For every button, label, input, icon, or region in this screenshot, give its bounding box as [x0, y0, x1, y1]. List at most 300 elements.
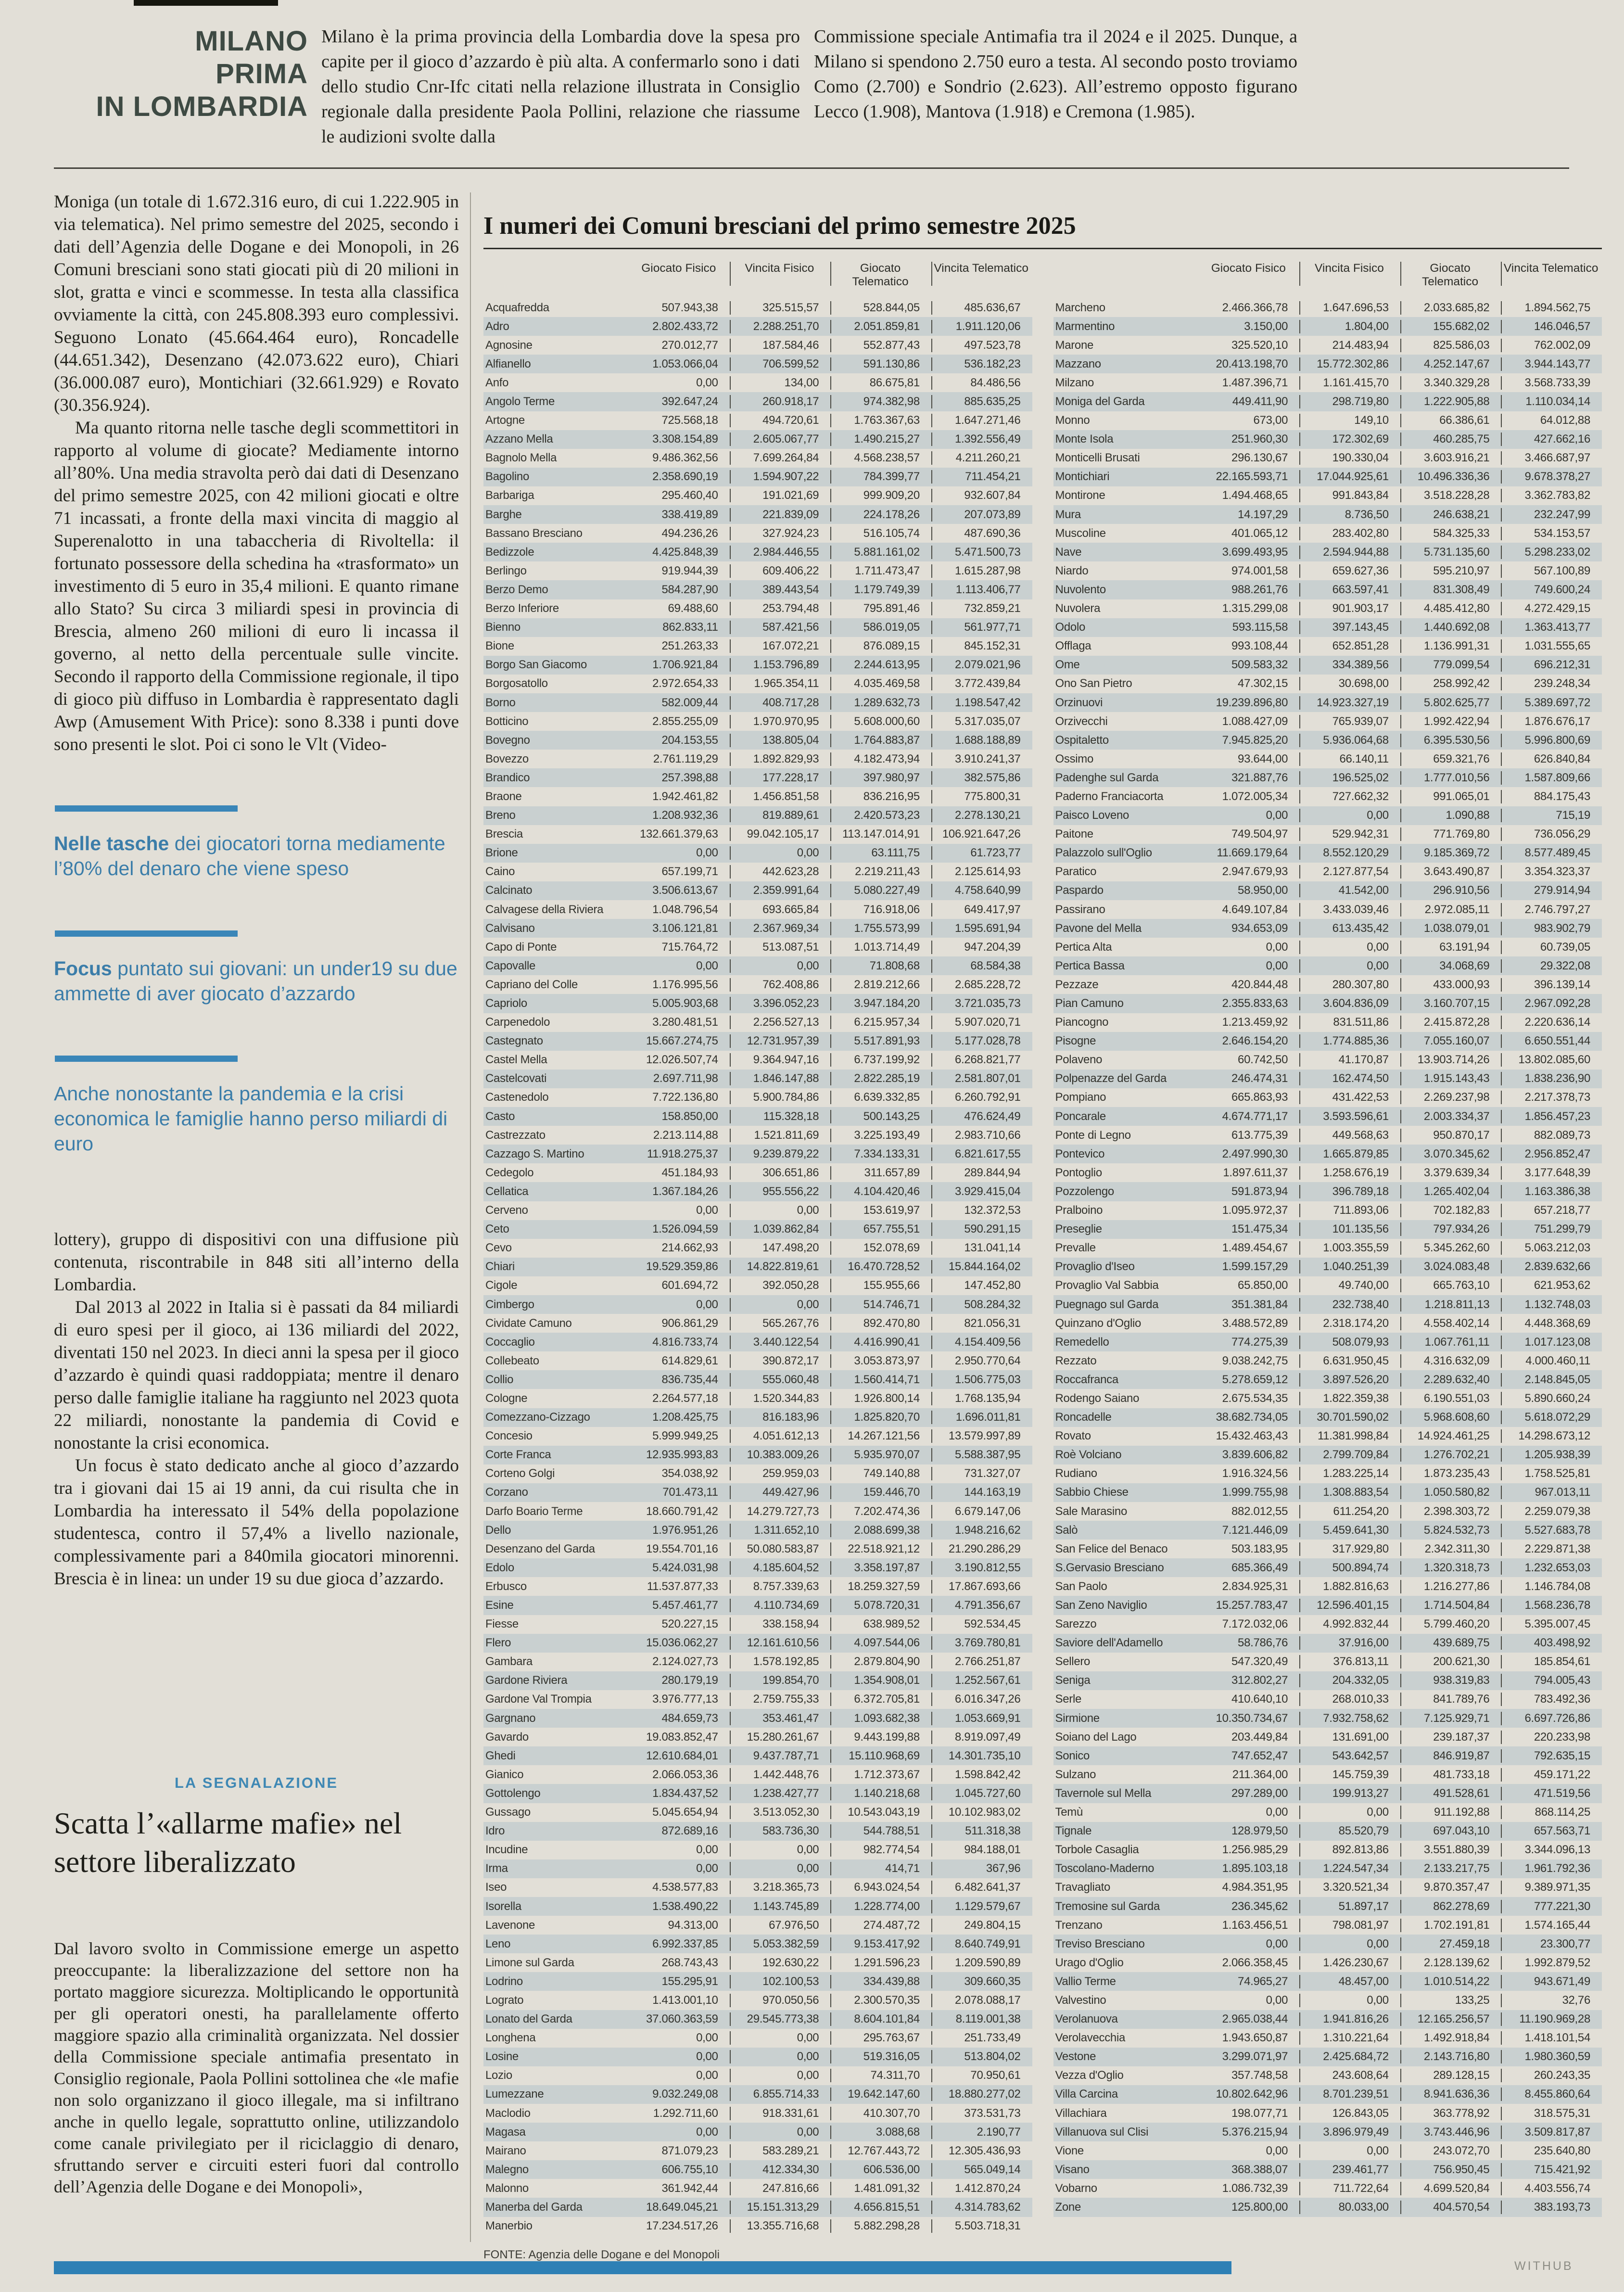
- comune-name: Castegnato: [485, 1034, 543, 1048]
- table-row: [1053, 317, 1602, 336]
- value-cell: 29.545.773,38: [730, 2012, 831, 2026]
- value-cell: 191.021,69: [730, 489, 831, 502]
- value-cell: 1.291.596,23: [830, 1956, 931, 1970]
- table-row: [1053, 975, 1602, 994]
- comune-name: Cevo: [485, 1241, 512, 1255]
- value-cell: 22.518.921,12: [830, 1542, 931, 1556]
- table-row: [1053, 430, 1602, 449]
- comune-name: Sulzano: [1055, 1768, 1096, 1781]
- table-row: [1053, 1972, 1602, 1991]
- value-cell: 207.073,89: [931, 508, 1032, 522]
- value-cell: 3.929.415,04: [931, 1185, 1032, 1198]
- value-cell: 172.302,69: [1299, 433, 1400, 446]
- value-cell: 0,00: [696, 1298, 718, 1311]
- value-cell: 5.317.035,07: [931, 715, 1032, 728]
- comune-name: Bassano Bresciano: [485, 526, 583, 540]
- value-cell: 3.509.817,87: [1501, 2126, 1602, 2139]
- table-row: [1053, 1935, 1602, 1953]
- value-cell: 19.239.896,80: [1216, 696, 1288, 709]
- value-cell: 66.386,61: [1400, 414, 1501, 427]
- comune-name: Malonno: [485, 2181, 529, 2195]
- value-cell: 657.218,77: [1501, 1204, 1602, 1217]
- table-row: [1053, 1521, 1602, 1540]
- value-cell: 9.389.971,35: [1501, 1881, 1602, 1894]
- value-cell: 3.354.323,37: [1501, 865, 1602, 879]
- value-cell: 1.568.236,78: [1501, 1599, 1602, 1612]
- table-row: [483, 1615, 1032, 1634]
- value-cell: 0,00: [696, 2069, 718, 2082]
- table-row: [1053, 524, 1602, 543]
- value-cell: 1.755.573,99: [830, 922, 931, 935]
- comune-name: Pompiano: [1055, 1091, 1106, 1104]
- table-row: [483, 1220, 1032, 1239]
- value-cell: 10.496.336,36: [1400, 470, 1501, 484]
- value-cell: 3.769.780,81: [931, 1636, 1032, 1650]
- value-cell: 4.816.733,74: [652, 1335, 718, 1349]
- value-cell: 5.080.227,49: [830, 884, 931, 897]
- value-cell: 1.615.287,98: [931, 564, 1032, 578]
- value-cell: 794.005,43: [1501, 1674, 1602, 1687]
- table-row: [483, 392, 1032, 411]
- value-cell: 1.213.459,92: [1222, 1016, 1288, 1029]
- value-cell: 3.320.521,34: [1299, 1881, 1400, 1894]
- table-row: [1053, 1671, 1602, 1690]
- table-column-header: Vincita Telematico: [1501, 262, 1602, 286]
- table-row: [1053, 2123, 1602, 2141]
- value-cell: 1.310.221,64: [1299, 2031, 1400, 2045]
- value-cell: 5.618.072,29: [1501, 1411, 1602, 1424]
- value-cell: 1.992.422,94: [1400, 715, 1501, 728]
- value-cell: 8.455.860,64: [1501, 2088, 1602, 2101]
- value-cell: 48.457,00: [1299, 1975, 1400, 1988]
- value-cell: 1.846.147,88: [730, 1072, 831, 1085]
- value-cell: 543.642,57: [1299, 1749, 1400, 1763]
- table-row: [483, 1502, 1032, 1521]
- value-cell: 715.421,92: [1501, 2163, 1602, 2177]
- value-cell: 2.950.770,64: [931, 1354, 1032, 1368]
- value-cell: 18.880.277,02: [931, 2088, 1032, 2101]
- value-cell: 68.584,38: [931, 959, 1032, 973]
- table-row: [483, 919, 1032, 938]
- value-cell: 17.044.925,61: [1299, 470, 1400, 484]
- segnalazione-body: Dal lavoro svolto in Commissione emerge un aspetto preoccupante: la liberalizzazione del settore non ha portato maggiore sicurezza. Moltiplicando le opportunità per gli operatori onesti, ha parallelamente offerto maggiore spazio alla criminalità organizzata. Nel dossier della Commissione speciale antimafia presentato in Consiglio regionale, Paola Pollini sottolinea che «le mafie non solo organizzano il gioco illegale, ma si infiltrano anche in quello legale, soprattutto online, utilizzandolo come canale privilegiato per il riciclaggio di denaro, sfruttando server e circuiti esteri fuori dal controllo dell’Agenzia delle Dogane e dei Monopoli»,: [54, 1939, 459, 2196]
- table-row: [483, 938, 1032, 956]
- comune-name: Capriano del Colle: [485, 978, 578, 991]
- value-cell: 884.175,43: [1501, 790, 1602, 803]
- comune-name: Malegno: [485, 2163, 529, 2176]
- value-cell: 249.804,15: [931, 1919, 1032, 1932]
- comune-name: Offlaga: [1055, 639, 1091, 653]
- value-cell: 587.421,56: [730, 621, 831, 634]
- value-cell: 1.911.120,06: [931, 320, 1032, 333]
- table-column-header: Giocato Telematico: [1400, 262, 1501, 286]
- value-cell: 1.113.406,77: [931, 583, 1032, 597]
- value-cell: 15.772.302,86: [1299, 357, 1400, 371]
- value-cell: 2.879.804,90: [830, 1655, 931, 1668]
- table-row: [1053, 1540, 1602, 1558]
- value-cell: 4.416.990,41: [830, 1336, 931, 1349]
- value-cell: 203.449,84: [1231, 1730, 1288, 1744]
- table-row: [1053, 956, 1602, 975]
- table-row: [483, 975, 1032, 994]
- pull-quote-lead: Focus: [54, 957, 112, 980]
- value-cell: 1.238.427,77: [730, 1787, 831, 1800]
- value-cell: 6.697.726,86: [1501, 1712, 1602, 1725]
- table-row: [483, 1540, 1032, 1558]
- segnalazione-box: [54, 1774, 459, 2198]
- value-cell: 34.068,69: [1400, 959, 1501, 973]
- value-cell: 243.072,70: [1400, 2144, 1501, 2158]
- value-cell: 1.822.359,38: [1299, 1392, 1400, 1405]
- table-row: [483, 430, 1032, 449]
- table-row: [1053, 750, 1602, 768]
- value-cell: 4.252.147,67: [1400, 357, 1501, 371]
- value-cell: 2.217.378,73: [1501, 1091, 1602, 1104]
- value-cell: 274.487,72: [830, 1919, 931, 1932]
- table-row: [1053, 392, 1602, 411]
- table-row: [1053, 1897, 1602, 1916]
- table-row: [483, 825, 1032, 844]
- value-cell: 1.216.277,86: [1400, 1580, 1501, 1593]
- table-row: [483, 1991, 1032, 2010]
- article-paragraph: Dal 2013 al 2022 in Italia si è passati da 84 miliardi di euro spesi per il gioco, ai 136 miliardi del 2022, diventati 150 nel 2023. In dieci anni la spesa per il gioco d’azzardo è quindi quasi raddoppiata; mentre il denaro perso dalle famiglie italiane ha raggiunto nel 2023 quota 22 miliardi, nonostante la pandemia di Covid e nonostante la crisi economica.: [54, 1298, 459, 1453]
- comune-name: Dello: [485, 1523, 511, 1537]
- comune-name: Roè Volciano: [1055, 1448, 1122, 1462]
- value-cell: 7.932.758,62: [1299, 1712, 1400, 1725]
- comune-name: Erbusco: [485, 1579, 527, 1593]
- value-cell: 2.078.088,17: [931, 1994, 1032, 2007]
- value-cell: 4.211.260,21: [931, 451, 1032, 465]
- value-cell: 1.426.230,67: [1299, 1956, 1400, 1970]
- value-cell: 70.950,61: [931, 2069, 1032, 2082]
- table-row: [483, 1972, 1032, 1991]
- value-cell: 1.714.504,84: [1400, 1599, 1501, 1612]
- value-cell: 3.506.613,67: [652, 884, 718, 897]
- table-row: [483, 1088, 1032, 1107]
- comune-name: Soiano del Lago: [1055, 1730, 1137, 1744]
- table-row: [483, 1653, 1032, 1671]
- value-cell: 1.418.101,54: [1501, 2031, 1602, 2045]
- comune-name: Remedello: [1055, 1335, 1109, 1349]
- comune-name: Salò: [1055, 1523, 1078, 1537]
- table-row: [483, 1370, 1032, 1389]
- value-cell: 7.121.446,09: [1222, 1523, 1288, 1537]
- comune-name: Flero: [485, 1636, 511, 1650]
- value-cell: 0,00: [1299, 1994, 1400, 2007]
- comune-name: Montirone: [1055, 489, 1105, 502]
- value-cell: 845.152,31: [931, 639, 1032, 653]
- value-cell: 368.388,07: [1231, 2163, 1288, 2176]
- value-cell: 1.093.682,38: [830, 1712, 931, 1725]
- value-cell: 6.016.347,26: [931, 1693, 1032, 1706]
- value-cell: 334.439,88: [830, 1975, 931, 1988]
- value-cell: 2.148.845,05: [1501, 1373, 1602, 1387]
- value-cell: 1.578.192,85: [730, 1655, 831, 1668]
- value-cell: 2.318.174,20: [1299, 1317, 1400, 1330]
- table-row: [1053, 1107, 1602, 1126]
- table-row: [1053, 637, 1602, 656]
- value-cell: 5.063.212,03: [1501, 1241, 1602, 1255]
- value-cell: 14.822.819,61: [730, 1260, 831, 1273]
- value-cell: 1.599.157,29: [1222, 1260, 1288, 1273]
- value-cell: 5.935.970,07: [830, 1448, 931, 1462]
- value-cell: 21.290.286,29: [931, 1542, 1032, 1556]
- value-cell: 2.066.053,36: [652, 1768, 718, 1781]
- value-cell: 906.861,29: [661, 1316, 718, 1330]
- value-cell: 354.038,92: [661, 1467, 718, 1480]
- value-cell: 519.316,05: [830, 2050, 931, 2063]
- value-cell: 2.220.636,14: [1501, 1016, 1602, 1029]
- value-cell: 6.943.024,54: [830, 1881, 931, 1894]
- value-cell: 351.381,84: [1231, 1298, 1288, 1311]
- value-cell: 61.723,77: [931, 846, 1032, 860]
- table-row: [483, 787, 1032, 806]
- table-row: [483, 1070, 1032, 1088]
- value-cell: 7.172.032,06: [1222, 1617, 1288, 1631]
- value-cell: 2.799.709,84: [1299, 1448, 1400, 1462]
- value-cell: 6.992.337,85: [652, 1937, 718, 1950]
- value-cell: 3.160.707,15: [1400, 997, 1501, 1010]
- value-cell: 1.252.567,61: [931, 1674, 1032, 1687]
- comune-name: Mura: [1055, 508, 1081, 521]
- comune-name: Rudiano: [1055, 1467, 1097, 1480]
- value-cell: 260.243,35: [1501, 2069, 1602, 2082]
- value-cell: 2.802.433,72: [652, 319, 718, 333]
- table-row: [483, 768, 1032, 787]
- table-row: [483, 1464, 1032, 1483]
- value-cell: 5.936.064,68: [1299, 734, 1400, 747]
- value-cell: 706.599,52: [730, 357, 831, 371]
- comune-name: Rodengo Saiano: [1055, 1391, 1140, 1405]
- value-cell: 485.636,67: [931, 301, 1032, 315]
- table-row: [1053, 1314, 1602, 1333]
- value-cell: 134,00: [730, 376, 831, 390]
- value-cell: 777.221,30: [1501, 1900, 1602, 1913]
- value-cell: 239.248,34: [1501, 677, 1602, 690]
- table-row: [483, 693, 1032, 712]
- value-cell: 1.283.225,14: [1299, 1467, 1400, 1480]
- value-cell: 1.222.905,88: [1400, 395, 1501, 408]
- value-cell: 1.048.796,54: [652, 903, 718, 916]
- value-cell: 1.587.809,66: [1501, 771, 1602, 785]
- value-cell: 3.190.812,55: [931, 1561, 1032, 1575]
- value-cell: 1.205.938,39: [1501, 1448, 1602, 1462]
- value-cell: 988.261,76: [1231, 583, 1288, 596]
- page-edge-mark: [134, 0, 278, 6]
- value-cell: 500.894,74: [1299, 1561, 1400, 1575]
- value-cell: 3.106.121,81: [652, 921, 718, 935]
- value-cell: 396.139,14: [1501, 978, 1602, 992]
- value-cell: 3.466.687,97: [1501, 451, 1602, 465]
- table-row: [483, 2198, 1032, 2216]
- comune-name: Carpenedolo: [485, 1016, 550, 1029]
- table-row: [483, 750, 1032, 768]
- table-row: [1053, 731, 1602, 750]
- value-cell: 5.345.262,60: [1400, 1241, 1501, 1255]
- value-cell: 147.498,20: [730, 1241, 831, 1255]
- value-cell: 420.844,48: [1231, 978, 1288, 991]
- table-row: [483, 1822, 1032, 1841]
- comune-name: Darfo Boario Terme: [485, 1504, 583, 1518]
- value-cell: 2.143.716,80: [1400, 2050, 1501, 2063]
- value-cell: 190.330,04: [1299, 451, 1400, 465]
- comune-name: Sonico: [1055, 1749, 1090, 1762]
- table-row: [483, 1351, 1032, 1370]
- value-cell: 13.903.714,26: [1400, 1053, 1501, 1067]
- table-title: I numeri dei Comuni bresciani del primo semestre 2025: [483, 212, 1076, 240]
- value-cell: 5.731.135,60: [1400, 546, 1501, 559]
- comune-name: Bedizzole: [485, 545, 534, 559]
- value-cell: 327.924,23: [730, 527, 831, 540]
- comune-name: Serle: [1055, 1693, 1082, 1706]
- comune-name: Rezzato: [1055, 1354, 1097, 1367]
- value-cell: 816.183,96: [730, 1411, 831, 1424]
- value-cell: 3.218.365,73: [730, 1881, 831, 1894]
- table-row: [483, 1483, 1032, 1502]
- value-cell: 1.292.711,60: [653, 2106, 718, 2120]
- value-cell: 0,00: [696, 2125, 718, 2139]
- comune-name: Esine: [485, 1599, 514, 1612]
- value-cell: 11.669.179,64: [1217, 846, 1288, 860]
- value-cell: 552.877,43: [830, 339, 931, 352]
- value-cell: 500.143,25: [830, 1110, 931, 1123]
- table-row: [1053, 1126, 1602, 1145]
- comune-name: Bienno: [485, 621, 520, 634]
- value-cell: 17.867.693,66: [931, 1580, 1032, 1593]
- value-cell: 289.128,15: [1400, 2069, 1501, 2082]
- value-cell: 295.460,40: [661, 489, 718, 502]
- value-cell: 2.675.534,35: [1222, 1391, 1288, 1405]
- comune-name: Pisogne: [1055, 1034, 1096, 1048]
- value-cell: 3.150,00: [1244, 319, 1288, 333]
- value-cell: 609.406,22: [730, 564, 831, 578]
- comune-name: Agnosine: [485, 338, 533, 352]
- value-cell: 6.855.714,33: [730, 2088, 831, 2101]
- table-row: [483, 355, 1032, 373]
- value-cell: 449.568,63: [1299, 1129, 1400, 1142]
- value-cell: 1.442.448,76: [730, 1768, 831, 1782]
- table-row: [483, 298, 1032, 317]
- value-cell: 5.890.660,24: [1501, 1392, 1602, 1405]
- table-row: [1053, 1163, 1602, 1182]
- value-cell: 991.065,01: [1400, 790, 1501, 803]
- value-cell: 1.942.461,82: [652, 789, 718, 803]
- comune-name: Gussago: [485, 1806, 531, 1819]
- value-cell: 6.395.530,56: [1400, 734, 1501, 747]
- value-cell: 1.926.800,14: [830, 1392, 931, 1405]
- value-cell: 2.839.632,66: [1501, 1260, 1602, 1273]
- table-row: [1053, 1239, 1602, 1258]
- value-cell: 338.419,89: [661, 508, 718, 521]
- comune-name: Nave: [1055, 545, 1082, 559]
- value-cell: 3.053.873,97: [830, 1354, 931, 1368]
- value-cell: 58.786,76: [1238, 1636, 1288, 1650]
- table-row: [1053, 1258, 1602, 1276]
- value-cell: 4.316.632,09: [1400, 1354, 1501, 1368]
- comune-name: Bovegno: [485, 733, 530, 747]
- value-cell: 4.448.368,69: [1501, 1317, 1602, 1330]
- table-row: [483, 1126, 1032, 1145]
- value-cell: 1.506.775,03: [931, 1373, 1032, 1387]
- value-cell: 491.528,61: [1400, 1787, 1501, 1800]
- value-cell: 911.192,88: [1400, 1806, 1501, 1819]
- comune-name: Berzo Demo: [485, 583, 548, 596]
- value-cell: 1.777.010,56: [1400, 771, 1501, 785]
- value-cell: 15.110.968,69: [830, 1749, 931, 1763]
- value-cell: 487.690,36: [931, 527, 1032, 540]
- value-cell: 321.887,76: [1231, 771, 1288, 784]
- value-cell: 14.924.461,25: [1400, 1429, 1501, 1443]
- value-cell: 715,19: [1501, 809, 1602, 822]
- value-cell: 5.588.387,95: [931, 1448, 1032, 1462]
- value-cell: 1.961.792,36: [1501, 1862, 1602, 1875]
- table-row: [483, 1671, 1032, 1690]
- value-cell: 1.915.143,43: [1400, 1072, 1501, 1085]
- value-cell: 638.989,52: [830, 1617, 931, 1631]
- value-cell: 11.381.998,84: [1299, 1429, 1400, 1443]
- value-cell: 1.520.344,83: [730, 1392, 831, 1405]
- pull-quote-rule: [55, 805, 238, 812]
- value-cell: 258.992,42: [1400, 677, 1501, 690]
- value-cell: 943.671,49: [1501, 1975, 1602, 1988]
- table-row: [1053, 1841, 1602, 1859]
- value-cell: 451.184,93: [661, 1166, 718, 1179]
- value-cell: 5.278.659,12: [1222, 1373, 1288, 1386]
- comune-name: Ponte di Legno: [1055, 1128, 1131, 1142]
- value-cell: 8.701.239,51: [1299, 2088, 1400, 2101]
- value-cell: 325.515,57: [730, 301, 831, 315]
- table-row: [483, 1897, 1032, 1916]
- value-cell: 783.492,36: [1501, 1693, 1602, 1706]
- value-cell: 6.737.199,92: [830, 1053, 931, 1067]
- table-row: [1053, 2141, 1602, 2160]
- value-cell: 2.003.334,37: [1400, 1110, 1501, 1123]
- value-cell: 2.965.038,44: [1222, 2012, 1288, 2026]
- comune-name: Marmentino: [1055, 319, 1115, 333]
- value-cell: 751.299,79: [1501, 1222, 1602, 1236]
- comune-name: Roccafranca: [1055, 1373, 1118, 1386]
- value-cell: 6.215.957,34: [830, 1016, 931, 1029]
- value-cell: 3.551.880,39: [1400, 1843, 1501, 1857]
- value-cell: 58.950,00: [1238, 884, 1288, 897]
- comune-name: Lozio: [485, 2069, 512, 2082]
- value-cell: 1.948.216,62: [931, 1524, 1032, 1537]
- comune-name: Coccaglio: [485, 1335, 535, 1349]
- comuni-table: [483, 212, 1602, 2262]
- value-cell: 593.115,58: [1232, 621, 1288, 634]
- value-cell: 126.843,05: [1299, 2107, 1400, 2120]
- value-cell: 0,00: [696, 1204, 718, 1217]
- value-cell: 268.743,43: [661, 1956, 718, 1969]
- value-cell: 1.136.991,31: [1400, 639, 1501, 653]
- comune-name: Angolo Terme: [485, 395, 555, 408]
- comune-name: Bagnolo Mella: [485, 451, 557, 465]
- value-cell: 3.340.329,28: [1400, 376, 1501, 390]
- value-cell: 13.802.085,60: [1501, 1053, 1602, 1067]
- table-row: [1053, 1709, 1602, 1728]
- value-cell: 947.204,39: [931, 941, 1032, 954]
- value-cell: 831.511,86: [1299, 1016, 1400, 1029]
- value-cell: 63.191,94: [1400, 941, 1501, 954]
- value-cell: 232.738,40: [1299, 1298, 1400, 1312]
- table-row: [1053, 336, 1602, 355]
- value-cell: 2.259.079,38: [1501, 1505, 1602, 1518]
- comune-name: Cellatica: [485, 1184, 529, 1198]
- value-cell: 2.415.872,28: [1400, 1016, 1501, 1029]
- value-cell: 1.647.696,53: [1299, 301, 1400, 315]
- comune-name: Pezzaze: [1055, 978, 1099, 991]
- value-cell: 3.362.783,82: [1501, 489, 1602, 502]
